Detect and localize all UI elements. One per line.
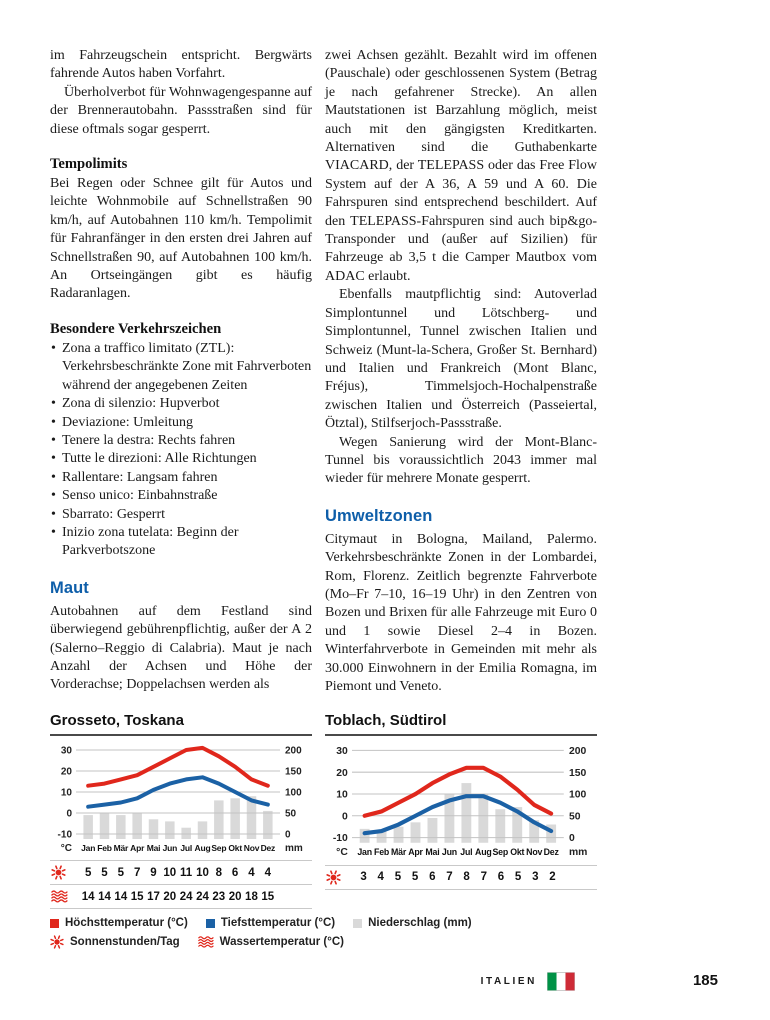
sun-hours-value: 7 [133, 866, 141, 879]
precip-bar [411, 822, 421, 842]
section-heading-maut: Maut [50, 578, 89, 597]
chart-title: Grosseto, Toskana [50, 712, 184, 729]
climate-chart-toblach [325, 712, 597, 890]
sun-hours-value: 8 [215, 866, 222, 879]
footer-section-group [481, 972, 575, 991]
traffic-signs-list [50, 340, 312, 561]
section-heading-verkehrszeichen: Besondere Verkehrszeichen [50, 320, 222, 337]
right-axis-tick: 150 [568, 767, 587, 779]
precip-bar [165, 821, 175, 839]
water-temp-value: 14 [81, 890, 95, 903]
sun-hours-value: 4 [264, 866, 271, 879]
traffic-sign-item: • Sbarrato: Gesperrt [62, 506, 312, 524]
right-axis-unit: mm [285, 843, 303, 854]
month-label: Feb [374, 847, 390, 858]
legend-label: Höchsttemperatur (°C) [65, 917, 188, 929]
water-temp-value: 24 [196, 890, 209, 903]
month-label: Mär [113, 843, 129, 853]
left-axis-tick: 20 [336, 767, 348, 779]
precip-swatch [353, 919, 362, 928]
water-temp-value: 14 [114, 890, 128, 903]
right-axis-tick: 200 [285, 745, 302, 757]
month-label: Dez [260, 843, 276, 853]
chart-canvas [50, 740, 312, 860]
climate-chart-grosseto [50, 712, 312, 909]
traffic-sign-item: • Inizio zona tutelata: Beginn der Parkverbotszone [62, 524, 312, 561]
precip-bars [360, 783, 556, 843]
chart-legend [50, 917, 590, 955]
legend-item-min-temp [206, 917, 335, 929]
precip-bar [132, 813, 142, 839]
max-temp-swatch [50, 919, 59, 928]
month-label: Sep [492, 847, 509, 858]
sun-hours-value: 3 [532, 871, 539, 884]
right-axis-tick: 100 [285, 787, 302, 799]
water-temp-value: 18 [245, 890, 258, 903]
sun-hours-value: 5 [514, 871, 522, 884]
legend-label: Niederschlag (mm) [368, 917, 472, 929]
sun-hours-value: 8 [463, 871, 470, 884]
chart-canvas [325, 740, 597, 865]
legend-label: Wassertemperatur (°C) [219, 936, 344, 948]
legend-label: Sonnenstunden/Tag [70, 936, 180, 948]
min-temp-swatch [206, 919, 215, 928]
sun-hours-value: 5 [117, 866, 125, 879]
month-label: Aug [475, 847, 492, 858]
sun-hours-value: 5 [394, 871, 402, 884]
section-heading-umweltzonen: Umweltzonen [325, 506, 433, 525]
body-paragraph: Autobahnen auf dem Festland sind überwiegend gebührenpflichtig, außer der A 2 (Salerno–Reggio di Calabria). Maut je nach Anzahl der Achsen und Höhe der Vorderachse; Doppelachsen werden als [50, 603, 312, 693]
right-axis-tick: 0 [285, 829, 291, 841]
left-axis-tick: 10 [336, 789, 348, 801]
sun-hours-value: 6 [429, 871, 436, 884]
chart-title: Toblach, Südtirol [325, 712, 447, 729]
sun-icon [50, 935, 64, 949]
sun-icon [50, 935, 64, 949]
footer-section-label: ITALIEN [480, 976, 537, 987]
right-axis-tick: 100 [568, 789, 587, 801]
axis-labels [61, 843, 303, 854]
traffic-sign-item: • Deviazione: Umleitung [62, 414, 312, 432]
left-column [50, 47, 312, 695]
waves-icon [198, 936, 214, 948]
month-label: Sep [211, 843, 227, 853]
month-label: Jul [180, 843, 193, 853]
month-label: Jul [460, 847, 473, 858]
precip-bar [428, 818, 438, 843]
divider [50, 734, 312, 736]
month-label: Okt [228, 843, 242, 853]
right-axis-unit: mm [568, 847, 588, 859]
waves-icon [51, 890, 68, 903]
precip-bar [149, 819, 159, 839]
water-temp-value: 24 [179, 890, 193, 903]
sun-hours-value: 6 [231, 866, 239, 879]
month-label: Mai [146, 843, 161, 853]
water-temp-value: 15 [130, 890, 144, 903]
sun-hours-value: 5 [101, 866, 108, 879]
sun-hours-value: 7 [446, 871, 453, 884]
sun-hours-value: 4 [377, 871, 384, 884]
body-paragraph: Ebenfalls mautpflichtig sind: Autoverlad Simplontunnel und Lötschberg- und Simplontunnel, Tunnel zwischen Italien und Schweiz (Munt-la-Schera, Großer St. Bernhard) und Italien und Frankreich (Mont Blanc, Fréjus), Timmelsjoch-Hochalpenstraße zwischen Italien und Österreich (Passeiertal, Ötztal), Stilfserjoch-Passstraße. [325, 287, 597, 432]
precip-bar [478, 794, 488, 843]
precip-bar [394, 827, 404, 843]
right-axis-tick: 200 [568, 746, 587, 758]
water-temp-value: 20 [163, 890, 177, 903]
traffic-sign-item: • Senso unico: Einbahnstraße [62, 487, 312, 505]
waves-icon [198, 936, 214, 948]
sun-icon [325, 870, 355, 885]
footer [0, 972, 770, 998]
traffic-sign-item: • Tenere la destra: Rechts fahren [62, 432, 312, 450]
sun-hours-row [325, 865, 597, 890]
sun-hours-value: 5 [84, 866, 92, 879]
precip-bar [100, 813, 110, 839]
left-axis-unit: °C [60, 843, 72, 854]
legend-item-water-temp [198, 936, 344, 948]
left-axis-tick: 30 [336, 746, 348, 758]
traffic-sign-item: • Tutte le direzioni: Alle Richtungen [62, 450, 312, 468]
precip-bar [263, 811, 273, 839]
sun-hours-value: 10 [196, 866, 209, 879]
sun-icon [326, 870, 341, 885]
precip-bar [116, 815, 126, 839]
left-axis-tick: 20 [60, 766, 72, 778]
month-label: Feb [97, 843, 112, 853]
right-axis-tick: 0 [568, 833, 575, 845]
left-axis-tick: 30 [60, 745, 72, 757]
precip-bar [181, 828, 191, 839]
month-label: Apr [408, 847, 423, 858]
precip-bar [461, 783, 471, 843]
sun-hours-value: 7 [480, 871, 487, 884]
legend-item-max-temp [50, 917, 188, 929]
legend-item-precip [353, 917, 472, 929]
left-axis-tick: 0 [342, 811, 348, 823]
sun-hours-value: 11 [180, 866, 193, 879]
body-paragraph: im Fahrzeugschein entspricht. Bergwärts fahrende Autos haben Vorfahrt. [50, 48, 312, 82]
sun-hours-value: 9 [150, 866, 157, 879]
legend-label: Tiefsttemperatur (°C) [220, 917, 336, 929]
body-paragraph: Citymaut in Bologna, Mailand, Palermo. Verkehrsbeschränkte Zonen in der Lombardei, Rom, Florenz. Zeitlich begrenzte Fahrverbote (Mo–Fr 7–10, 16–19 Uhr) in den Zentren von Bozen und Brixen für alle Fahrzeuge mit Euro 0 und 1 sowie Diesel 2–4 in Bozen. Winterfahrverbote in Gemeinden mit mehr als 30.000 Einwohnern in der Emilia Romagna, im Piemont und Veneto. [325, 531, 597, 694]
sun-hours-value: 10 [163, 866, 177, 879]
legend-row [50, 935, 590, 949]
month-label: Apr [130, 843, 145, 853]
axis-labels [336, 847, 587, 858]
month-label: Nov [243, 843, 260, 853]
traffic-sign-item: • Zona a traffico limitato (ZTL): Verkehrsbeschränkte Zone mit Fahrverboten während der angegebenen Zeiten [62, 340, 312, 395]
body-paragraph: Wegen Sanierung wird der Mont-Blanc-Tunnel bis voraussichtlich 2043 immer mal wieder für mehrere Monate gesperrt. [325, 434, 597, 487]
body-paragraph: zwei Achsen gezählt. Bezahlt wird im offenen (Pauschale) oder geschlossenen System (Betrag je nach gefahrener Strecke). An allen Mautstationen ist Barzahlung möglich, meist auch mit den gängigsten Kreditkarten. Alternativen sind die Guthabenkarte VIACARD, der TELEPASS oder das Free Flow System auf der A 36, A 59 und A 60. Die Fahrspuren sind entsprechend beschildert. Auf den TELEPASS-Fahrspuren sind auch bip&go-Transponder und (außer auf Sizilien) für Fahrzeuge ab 3,5 t die Camper Mautbox vom ADAC erlaubt. [325, 48, 597, 284]
body-paragraph: Überholverbot für Wohnwagengespanne auf der Brennerautobahn. Passstraßen sind für diese oftmals sogar gesperrt. [50, 84, 312, 137]
right-axis-tick: 50 [285, 808, 297, 820]
water-temp-value: 14 [98, 890, 111, 903]
month-label: Mär [391, 847, 407, 858]
page-number: 185 [692, 972, 718, 989]
month-label: Jan [81, 843, 96, 853]
month-label: Aug [194, 843, 211, 853]
traffic-sign-item: • Rallentare: Langsam fahren [62, 469, 312, 487]
water-temp-row [50, 884, 312, 909]
right-axis-tick: 150 [285, 766, 302, 778]
month-label: Jun [441, 847, 457, 858]
right-column [325, 47, 597, 696]
left-axis-unit: °C [336, 847, 348, 859]
precip-bar [198, 821, 208, 839]
month-label: Mai [425, 847, 440, 858]
legend-item-sun-hours [50, 935, 180, 949]
traffic-sign-item: • Zona di silenzio: Hupverbot [62, 395, 312, 413]
water-temp-value: 15 [261, 890, 275, 903]
sun-hours-value: 5 [411, 871, 419, 884]
water-temp-value: 17 [147, 890, 160, 903]
left-axis-tick: -10 [332, 833, 348, 845]
legend-row [50, 917, 590, 929]
month-label: Okt [510, 847, 525, 858]
precip-bar [230, 798, 240, 839]
month-label: Jan [357, 847, 372, 858]
left-axis-tick: 10 [60, 787, 72, 799]
body-paragraph: Bei Regen oder Schnee gilt für Autos und leichte Wohnmobile auf Schnellstraßen 90 km/h, auf Autobahnen 110 km/h. Tempolimit für Fahranfänger in den ersten drei Jahren auf Schnellstraßen 90, auf Autobahnen 100 km/h. An Ortseingängen gibt es häufig Radaranlagen. [50, 176, 312, 302]
sun-hours-value: 3 [360, 871, 367, 884]
sun-icon [50, 865, 80, 880]
water-temp-value: 23 [212, 890, 226, 903]
precip-bar [214, 800, 224, 839]
min-temp-line [365, 796, 552, 833]
month-label: Nov [526, 847, 543, 858]
max-temp-line [365, 768, 552, 816]
italy-flag-icon [547, 972, 575, 991]
month-label: Jun [162, 843, 178, 853]
sun-hours-value: 2 [549, 871, 556, 884]
water-temp-value: 20 [228, 890, 242, 903]
sun-hours-row [50, 860, 312, 884]
waves-icon [50, 890, 80, 903]
left-axis-tick: -10 [57, 829, 72, 841]
section-heading-tempolimits: Tempolimits [50, 156, 128, 173]
sun-hours-value: 6 [497, 871, 505, 884]
left-axis-tick: 0 [66, 808, 72, 820]
precip-bar [83, 815, 93, 839]
divider [325, 734, 597, 736]
sun-hours-value: 4 [248, 866, 255, 879]
sun-icon [51, 865, 66, 880]
month-label: Dez [543, 847, 559, 858]
right-axis-tick: 50 [568, 811, 581, 823]
